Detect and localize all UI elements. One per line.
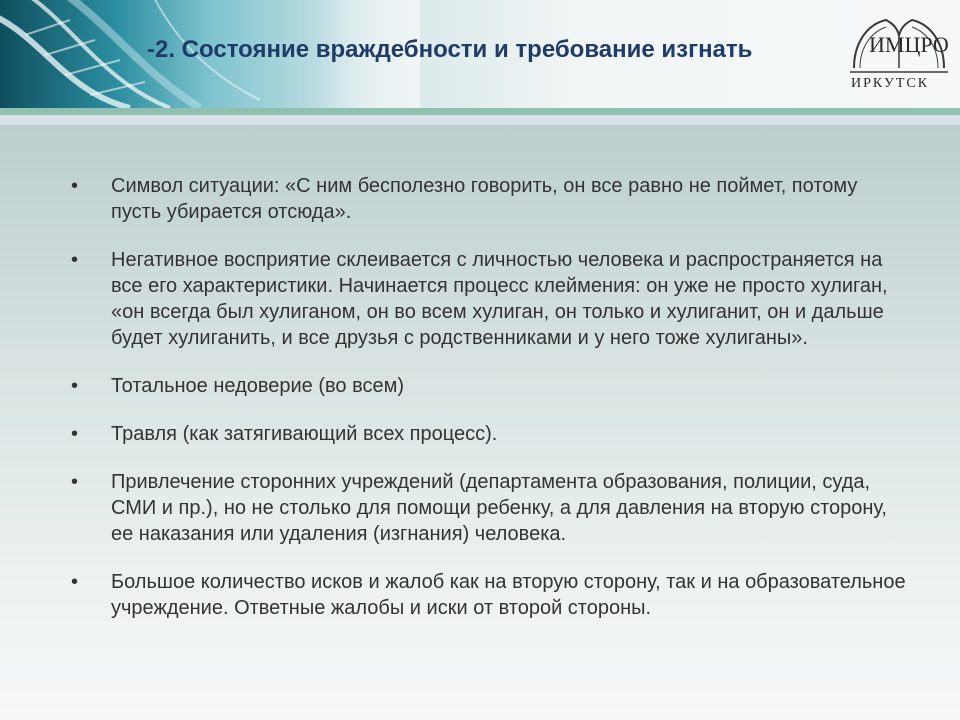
list-item — [71, 421, 911, 447]
slide-header — [0, 0, 960, 108]
list-item — [71, 173, 911, 225]
list-item-text: Негативное восприятие склеивается с личностью человека и распространяется на все его характеристики. Начинается процесс клеймения: он уже не просто хулиган, «он всегда был хулиганом, он во всем хулиган, он только и хулиганит, он и дальше будет хулиганить, и все друзья с родственниками и у него тоже хулиганы». — [111, 249, 888, 349]
logo-city: ИРКУТСК — [851, 76, 930, 91]
logo-org-name: ИМЦРО — [869, 32, 949, 57]
bullet-marker: • — [71, 571, 79, 593]
list-item-text: Тотальное недоверие (во всем) — [111, 375, 405, 397]
list-item — [71, 373, 911, 399]
list-item-text: Символ ситуации: «С ним бесполезно говорить, он все равно не поймет, потому пусть убирается отсюда». — [111, 175, 858, 223]
list-item-text: Привлечение сторонних учреждений (департамента образования, полиции, суда, СМИ и пр.), но не столько для помощи ребенку, а для давления на вторую сторону, ее наказания или удаления (изгнания) человека. — [111, 471, 887, 545]
bullet-marker: • — [71, 471, 79, 493]
list-item-text: Травля (как затягивающий всех процесс). — [111, 423, 498, 445]
slide-title: -2. Состояние враждебности и требование изгнать — [147, 36, 753, 63]
bullet-marker: • — [71, 375, 79, 397]
bullet-marker: • — [71, 423, 79, 445]
list-item-text: Большое количество исков и жалоб как на вторую сторону, так и на образовательное учреждение. Ответные жалобы и иски от второй стороны. — [111, 571, 906, 619]
slide-content — [0, 125, 960, 720]
header-divider — [0, 108, 960, 115]
bullet-marker: • — [71, 249, 79, 271]
bullet-marker: • — [71, 175, 79, 197]
list-item — [71, 247, 911, 351]
imcro-logo — [846, 14, 952, 94]
bullet-list — [71, 173, 911, 643]
list-item — [71, 569, 911, 621]
header-divider-light — [0, 115, 960, 125]
list-item — [71, 469, 911, 547]
